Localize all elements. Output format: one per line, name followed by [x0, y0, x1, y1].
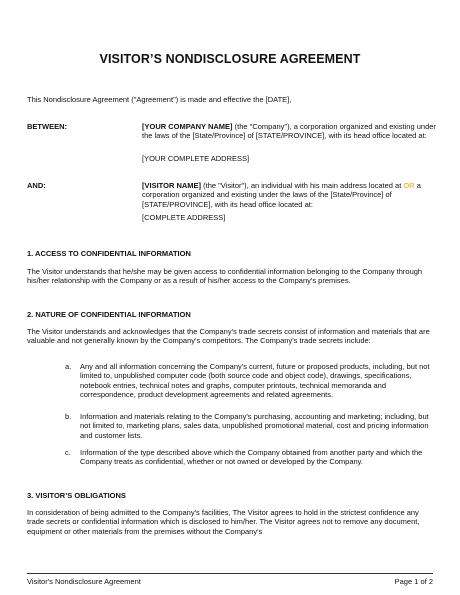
list-item-c-mark: c. [65, 448, 71, 457]
between-label: BETWEEN: [27, 122, 67, 131]
and-label: AND: [27, 181, 46, 190]
and-party-text [142, 181, 442, 209]
intro-paragraph: This Nondisclosure Agreement ("Agreement") is made and effective the [DATE], [27, 95, 292, 104]
list-item-a-mark: a. [65, 362, 72, 371]
company-description: (the "Company"), a corporation organized and existing under the laws of the [State/Province] of [STATE/PROVINCE], with its head office located at: [142, 122, 436, 141]
section-3-body: In consideration of being admitted to the Company's facilities, The Visitor agrees to hold in the strictest confidence any trade secrets or confidential information which is disclosed to him/her. The Visitor agrees not to remove any document, equipment or other materials from the premises without the Company's [27, 508, 420, 536]
section-1-heading: 1. ACCESS TO CONFIDENTIAL INFORMATION [27, 249, 191, 258]
section-2-body: The Visitor understands and acknowledges that the Company's trade secrets consist of information and materials that are valuable and not generally known by the Company's competitors. The Company's trade secrets include: [27, 327, 430, 346]
list-item-b-text: Information and materials relating to the Company's purchasing, accounting and marketing; including, but not limited to, marketing plans, sales data, unpublished promotional material, cost and pricing information and customer lists. [80, 412, 429, 440]
list-item-c-text: Information of the type described above which the Company obtained from another party and which the Company treats as confidential, whether or not owned or developed by the Company. [80, 448, 423, 467]
visitor-name: [VISITOR NAME] [142, 181, 202, 190]
list-item-a-text: Any and all information concerning the Company's current, future or proposed products, including, but not limited to, unpublished computer code (both source code and object code), drawings, specifications, notebook entries, technical notes and graphs, computer printouts, technical memoranda and correspondence, product development agreements and related agreements. [80, 362, 430, 400]
section-3-heading: 3. VISITOR’S OBLIGATIONS [27, 491, 126, 500]
between-party-text [142, 122, 442, 141]
company-address: [YOUR COMPLETE ADDRESS] [142, 154, 250, 163]
visitor-description-1: (the "Visitor"), an individual with his main address located at [201, 181, 404, 190]
document-title: VISITOR’S NONDISCLOSURE AGREEMENT [99, 52, 361, 66]
footer-document-name: Visitor's Nondisclosure Agreement [27, 577, 141, 586]
visitor-address: [COMPLETE ADDRESS] [142, 213, 226, 222]
footer-page-number: Page 1 of 2 [394, 577, 433, 586]
list-item-b-mark: b. [65, 412, 72, 421]
or-marker: OR [403, 181, 415, 190]
section-2-heading: 2. NATURE OF CONFIDENTIAL INFORMATION [27, 310, 191, 319]
company-name: [YOUR COMPANY NAME] [142, 122, 233, 131]
section-1-body: The Visitor understands that he/she may be given access to confidential information belonging to the Company through his/her relationship with the Company or as a result of his/her access to the Company's premises. [27, 267, 423, 286]
footer-divider [27, 573, 433, 574]
visitor-description-2: a corporation organized and existing under the laws of the [State/Province] of [STATE/PROVINCE], with its head office located at: [142, 181, 421, 209]
